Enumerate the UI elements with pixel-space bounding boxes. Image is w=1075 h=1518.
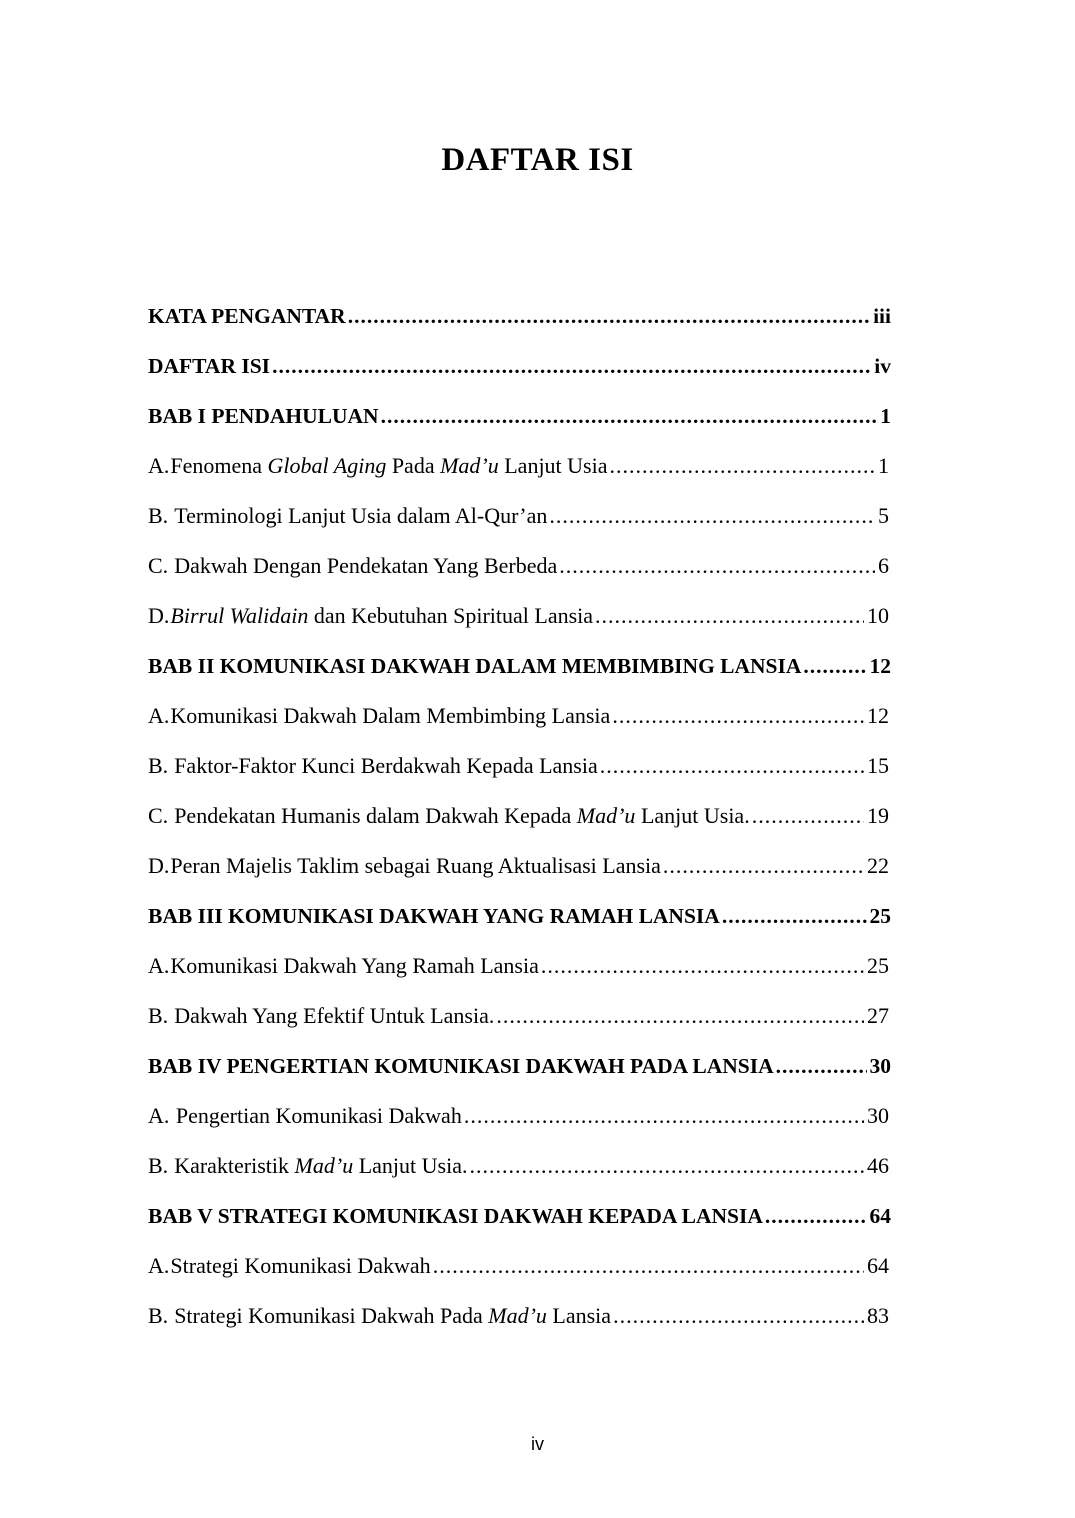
toc-entry-label <box>148 291 346 341</box>
toc-entry-text: dan Kebutuhan Spiritual Lansia <box>308 603 594 628</box>
toc-page-number: iii <box>873 304 891 328</box>
toc-dot-leader <box>613 1291 864 1341</box>
toc-page-number: 10 <box>867 603 889 628</box>
toc-entry-text: Lanjut Usia <box>498 453 608 478</box>
toc-page-number: 25 <box>869 904 891 928</box>
toc-entry-prefix: B. <box>148 1003 169 1028</box>
toc-entry-prefix: D. <box>148 853 170 878</box>
toc-entry-prefix: A. <box>148 703 170 728</box>
toc-chapter-entry <box>148 341 891 391</box>
toc-section-entry <box>148 791 891 841</box>
toc-entry-label <box>148 1041 774 1091</box>
toc-section-entry <box>148 841 891 891</box>
toc-entry-text: BAB V STRATEGI KOMUNIKASI DAKWAH KEPADA LANSIA <box>148 1204 763 1228</box>
toc-entry-label <box>148 991 494 1041</box>
toc-page-number: 12 <box>869 654 891 678</box>
toc-entry-label <box>148 641 801 691</box>
toc-entry-text: BAB I PENDAHULUAN <box>148 404 379 428</box>
toc-chapter-entry <box>148 291 891 341</box>
toc-entry-italic-term: Birrul Walidain <box>170 603 309 628</box>
toc-entry-text: Lansia <box>546 1303 612 1328</box>
toc-entry-prefix: A. <box>148 953 170 978</box>
toc-entry-italic-term: Mad’u <box>440 453 499 478</box>
toc-entry-text: Lanjut Usia. <box>635 803 750 828</box>
toc-entry-italic-term: Mad’u <box>488 1303 547 1328</box>
toc-page-number: 83 <box>867 1303 889 1328</box>
toc-entry-label <box>148 741 598 791</box>
toc-entry-label <box>148 1091 462 1141</box>
toc-page-number: 1 <box>880 404 891 428</box>
toc-page-number: 64 <box>867 1253 889 1278</box>
toc-entry-italic-term: Mad’u <box>294 1153 354 1178</box>
toc-dot-leader <box>381 391 878 441</box>
toc-entry-label <box>148 791 750 841</box>
toc-page-number: 12 <box>867 703 889 728</box>
toc-section-entry <box>148 591 891 641</box>
toc-page-number: iv <box>874 354 891 378</box>
page-number: iv <box>531 1434 544 1454</box>
toc-entry-label <box>148 541 557 591</box>
toc-dot-leader <box>469 1141 864 1191</box>
toc-entry-text: DAFTAR ISI <box>148 354 271 378</box>
toc-entry-label <box>148 1191 763 1241</box>
toc-entry-text: Komunikasi Dakwah Dalam Membimbing Lansia <box>170 703 611 728</box>
toc-page-number: 15 <box>867 753 889 778</box>
toc-entry-prefix: B. <box>148 753 169 778</box>
toc-page-number: 46 <box>867 1153 889 1178</box>
toc-chapter-entry <box>148 1191 891 1241</box>
toc-entry-text: Strategi Komunikasi Dakwah Pada <box>174 1303 489 1328</box>
toc-entry-label <box>148 891 720 941</box>
toc-entry-text: Terminologi Lanjut Usia dalam Al-Qur’an <box>174 503 548 528</box>
toc-dot-leader <box>663 841 864 891</box>
toc-entry-text: BAB III KOMUNIKASI DAKWAH YANG RAMAH LANSIA <box>148 904 720 928</box>
toc-page-number: 25 <box>867 953 889 978</box>
toc-entry-prefix: A. <box>148 1103 175 1128</box>
toc-entry-text: Karakteristik <box>174 1153 295 1178</box>
toc-section-entry <box>148 541 891 591</box>
toc-entry-text: BAB IV PENGERTIAN KOMUNIKASI DAKWAH PADA LANSIA <box>148 1054 774 1078</box>
toc-dot-leader <box>612 691 864 741</box>
toc-entry-text: Pada <box>386 453 441 478</box>
toc-entry-text: Lanjut Usia. <box>353 1153 468 1178</box>
toc-section-entry <box>148 1291 891 1341</box>
toc-chapter-entry <box>148 641 891 691</box>
toc-entry-label <box>148 391 379 441</box>
toc-dot-leader <box>600 741 864 791</box>
toc-page-number: 19 <box>867 803 889 828</box>
toc-chapter-entry <box>148 1041 891 1091</box>
toc-entry-prefix: B. <box>148 1303 169 1328</box>
toc-dot-leader <box>722 891 867 941</box>
toc-entry-text: BAB II KOMUNIKASI DAKWAH DALAM MEMBIMBING LANSIA <box>148 654 802 678</box>
toc-chapter-entry <box>148 391 891 441</box>
table-of-contents <box>148 291 891 1341</box>
toc-section-entry <box>148 691 891 741</box>
toc-dot-leader <box>803 641 866 691</box>
toc-dot-leader <box>559 541 875 591</box>
toc-section-entry <box>148 441 891 491</box>
toc-entry-label <box>148 591 593 641</box>
toc-entry-prefix: A. <box>148 1253 170 1278</box>
toc-dot-leader <box>433 1241 864 1291</box>
toc-entry-text: Faktor-Faktor Kunci Berdakwah Kepada Lansia <box>174 753 598 778</box>
toc-section-entry <box>148 491 891 541</box>
toc-entry-label <box>148 491 547 541</box>
toc-entry-prefix: B. <box>148 1153 169 1178</box>
toc-entry-label <box>148 841 661 891</box>
toc-dot-leader <box>549 491 875 541</box>
toc-dot-leader <box>610 441 876 491</box>
toc-entry-prefix: D. <box>148 603 170 628</box>
toc-entry-text: Dakwah Yang Efektif Untuk Lansia. <box>174 1003 495 1028</box>
toc-page-number: 27 <box>867 1003 889 1028</box>
toc-entry-label <box>148 691 610 741</box>
toc-entry-label <box>148 341 270 391</box>
toc-entry-prefix: C. <box>148 553 169 578</box>
toc-entry-text: Fenomena <box>170 453 268 478</box>
toc-entry-prefix: A. <box>148 453 170 478</box>
toc-entry-prefix: C. <box>148 803 169 828</box>
toc-page-number: 30 <box>869 1054 891 1078</box>
toc-dot-leader <box>752 791 864 841</box>
toc-page-number: 30 <box>867 1103 889 1128</box>
toc-dot-leader <box>272 341 871 391</box>
toc-entry-text: Komunikasi Dakwah Yang Ramah Lansia <box>170 953 539 978</box>
toc-page-number: 1 <box>878 453 889 478</box>
toc-entry-label <box>148 1291 611 1341</box>
toc-page-number: 5 <box>878 503 889 528</box>
toc-entry-label <box>148 1241 431 1291</box>
toc-dot-leader <box>464 1091 864 1141</box>
toc-dot-leader <box>595 591 864 641</box>
toc-page-number: 64 <box>869 1204 891 1228</box>
toc-entry-text: Pengertian Komunikasi Dakwah <box>175 1103 462 1128</box>
toc-entry-text: KATA PENGANTAR <box>148 304 346 328</box>
toc-page-number: 22 <box>867 853 889 878</box>
toc-entry-text: Strategi Komunikasi Dakwah <box>170 1253 431 1278</box>
toc-entry-label <box>148 1141 467 1191</box>
toc-entry-text: Peran Majelis Taklim sebagai Ruang Aktualisasi Lansia <box>170 853 661 878</box>
toc-section-entry <box>148 1091 891 1141</box>
toc-entry-prefix: B. <box>148 503 169 528</box>
toc-entry-label <box>148 941 539 991</box>
toc-section-entry <box>148 1241 891 1291</box>
toc-entry-text: Pendekatan Humanis dalam Dakwah Kepada <box>174 803 577 828</box>
toc-page-number: 6 <box>878 553 889 578</box>
toc-section-entry <box>148 741 891 791</box>
toc-chapter-entry <box>148 891 891 941</box>
toc-entry-italic-term: Mad’u <box>576 803 636 828</box>
toc-entry-label <box>148 441 608 491</box>
toc-dot-leader <box>496 991 864 1041</box>
toc-dot-leader <box>776 1041 867 1091</box>
toc-section-entry <box>148 1141 891 1191</box>
toc-section-entry <box>148 991 891 1041</box>
toc-section-entry <box>148 941 891 991</box>
toc-dot-leader <box>541 941 864 991</box>
toc-dot-leader <box>765 1191 867 1241</box>
toc-entry-text: Dakwah Dengan Pendekatan Yang Berbeda <box>174 553 558 578</box>
toc-entry-italic-term: Global Aging <box>267 453 387 478</box>
toc-dot-leader <box>348 291 870 341</box>
page-title: DAFTAR ISI <box>441 142 634 178</box>
